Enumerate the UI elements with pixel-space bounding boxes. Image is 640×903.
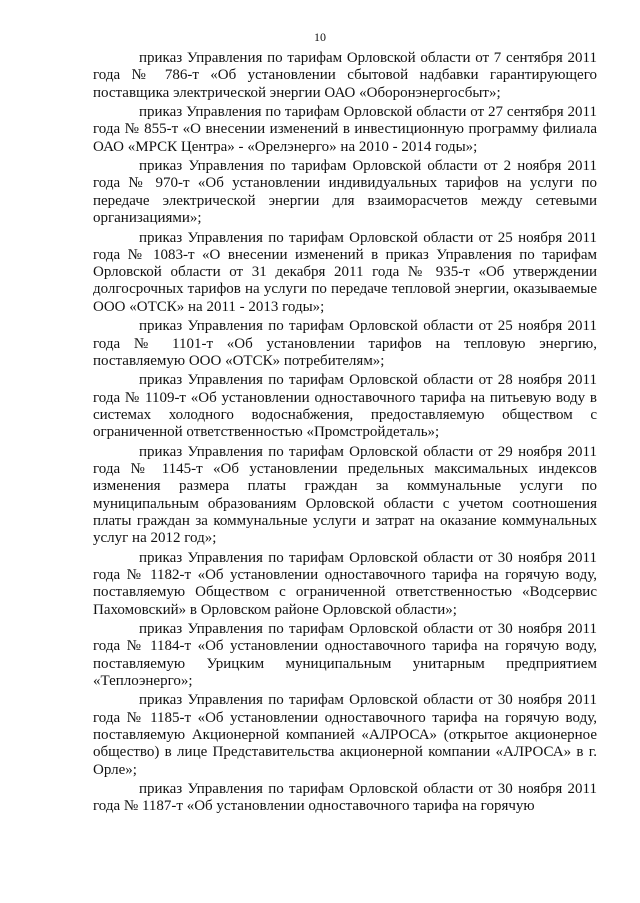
paragraph-order-1101: приказ Управления по тарифам Орловской области от 25 ноября 2011 года № 1101-т «Об установлении тарифов на тепловую энергию, поставляемую ООО «ОТСК» потребителям»; — [93, 318, 597, 369]
paragraph-order-1083: приказ Управления по тарифам Орловской области от 25 ноября 2011 года № 1083-т «О внесении изменений в приказ Управления по тарифам Орловской области от 31 декабря 2011 года № 935-т «Об утверждении долгосрочных тарифов на услуги по передаче тепловой энергии, оказываемые ООО «ОТСК» на 2011 - 2013 годы»; — [93, 229, 597, 315]
paragraph-order-786: приказ Управления по тарифам Орловской области от 7 сентября 2011 года № 786-т «Об установлении сбытовой надбавки гарантирующего поставщика электрической энергии ОАО «Оборонэнергосбыт»; — [93, 50, 597, 101]
paragraph-order-1187: приказ Управления по тарифам Орловской области от 30 ноября 2011 года № 1187-т «Об установлении одноставочного тарифа на горячую — [93, 781, 597, 815]
paragraph-order-1145: приказ Управления по тарифам Орловской области от 29 ноября 2011 года № 1145-т «Об установлении предельных максимальных индексов изменения размера платы граждан за коммунальные услуги по муниципальным образованиям Орловской области с учетом соотношения платы граждан за коммунальные услуги и затрат на оказание коммунальных услуг на 2012 год»; — [93, 443, 597, 547]
paragraph-order-1185: приказ Управления по тарифам Орловской области от 30 ноября 2011 года № 1185-т «Об установлении одноставочного тарифа на горячую воду, поставляемую Акционерной компанией «АЛРОСА» (открытое акционерное общество) в лице Представительства акционерной компании «АЛРОСА» в г. Орле»; — [93, 692, 597, 778]
document-body — [93, 50, 597, 818]
paragraph-order-1184: приказ Управления по тарифам Орловской области от 30 ноября 2011 года № 1184-т «Об установлении одноставочного тарифа на горячую воду, поставляемую Урицким муниципальным унитарным предприятием «Теплоэнерго»; — [93, 621, 597, 689]
paragraph-order-1109: приказ Управления по тарифам Орловской области от 28 ноября 2011 года № 1109-т «Об установлении одноставочного тарифа на питьевую воду в системах холодного водоснабжения, предоставляемую обществом с ограниченной ответственностью «Промстройдеталь»; — [93, 372, 597, 441]
page-number: 10 — [314, 30, 326, 44]
paragraph-order-970: приказ Управления по тарифам Орловской области от 2 ноября 2011 года № 970-т «Об установлении индивидуальных тарифов на услуги по передаче электрической энергии для взаиморасчетов между сетевыми организациями»; — [93, 158, 597, 227]
paragraph-order-855: приказ Управления по тарифам Орловской области от 27 сентября 2011 года № 855-т «О внесении изменений в инвестиционную программу филиала ОАО «МРСК Центра» - «Орелэнерго» на 2010 - 2014 годы»; — [93, 104, 597, 155]
paragraph-order-1182: приказ Управления по тарифам Орловской области от 30 ноября 2011 года № 1182-т «Об установлении одноставочного тарифа на горячую воду, поставляемую Обществом с ограниченной ответственностью «Водсервис Пахомовский» в Орловском районе Орловской области»; — [93, 549, 597, 618]
